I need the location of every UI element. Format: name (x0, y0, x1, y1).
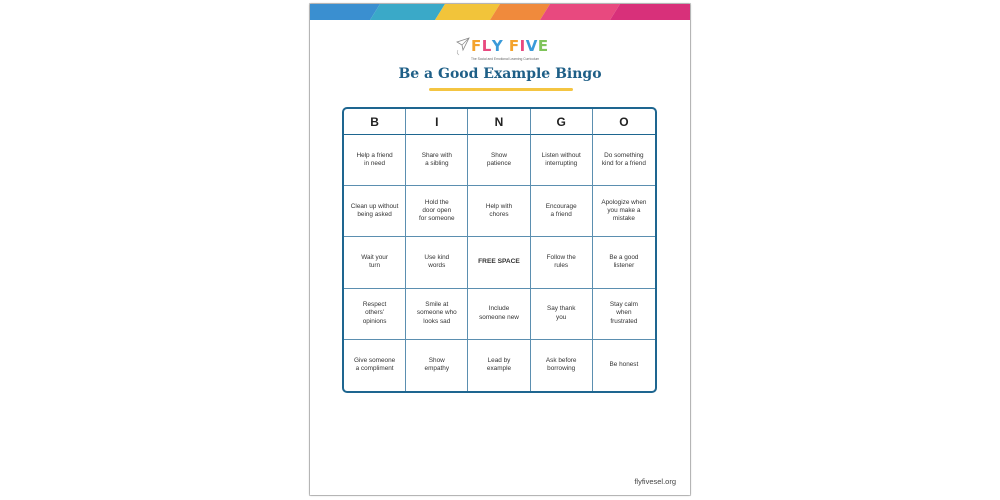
color-stripe (310, 4, 690, 20)
bingo-cell: Smile at someone who looks sad (406, 289, 468, 340)
bingo-board (342, 107, 657, 393)
bingo-cell: Give someone a compliment (344, 340, 406, 391)
bingo-cell: Listen without interrupting (531, 135, 593, 186)
bingo-cell: Wait your turn (344, 237, 406, 288)
logo-letter: Y (491, 37, 504, 55)
paper-airplane-icon (455, 36, 471, 56)
logo-letter: F (471, 37, 482, 55)
logo-wordmark (471, 37, 549, 55)
bingo-cell: Follow the rules (531, 237, 593, 288)
bingo-cell: Stay calm when frustrated (593, 289, 655, 340)
bingo-cell: Hold the door open for someone (406, 186, 468, 237)
column-header-b: B (344, 109, 406, 135)
bingo-cell: Lead by example (468, 340, 530, 391)
bingo-cell: Share with a sibling (406, 135, 468, 186)
page-title: Be a Good Example Bingo (398, 66, 602, 82)
bingo-cell: Ask before borrowing (531, 340, 593, 391)
title-underline (429, 88, 573, 91)
bingo-cell: Help with chores (468, 186, 530, 237)
bingo-cell: Show patience (468, 135, 530, 186)
logo-letter: E (537, 37, 549, 55)
logo-letter: V (525, 37, 538, 55)
logo-tagline: The Social and Emotional Learning Curriculum (471, 57, 540, 61)
bingo-cell: Include someone new (468, 289, 530, 340)
bingo-cell: Be honest (609, 361, 639, 369)
column-header-g: G (531, 109, 593, 135)
footer-url: flyfivesel.org (634, 477, 676, 486)
bingo-cell: Do something kind for a friend (593, 135, 655, 186)
fly-five-logo (455, 34, 550, 66)
bingo-cell: Clean up without being asked (344, 186, 406, 237)
column-header-n: N (468, 109, 530, 135)
bingo-cell: Say thank you (531, 289, 593, 340)
bingo-cell: Be a good listener (593, 237, 655, 288)
bingo-cell: Apologize when you make a mistake (593, 186, 655, 237)
bingo-cell: Use kind words (406, 237, 468, 288)
bingo-cell: Respect others' opinions (344, 289, 406, 340)
logo-letter: L (481, 37, 492, 55)
logo-letter: I (519, 37, 526, 55)
free-space-cell: FREE SPACE (468, 237, 530, 288)
bingo-cell: Show empathy (406, 340, 468, 391)
worksheet-page (310, 4, 690, 495)
column-header-i: I (406, 109, 468, 135)
column-header-o: O (593, 109, 655, 135)
bingo-cell: Encourage a friend (531, 186, 593, 237)
logo-letter: F (508, 37, 520, 55)
bingo-cell: Help a friend in need (344, 135, 406, 186)
